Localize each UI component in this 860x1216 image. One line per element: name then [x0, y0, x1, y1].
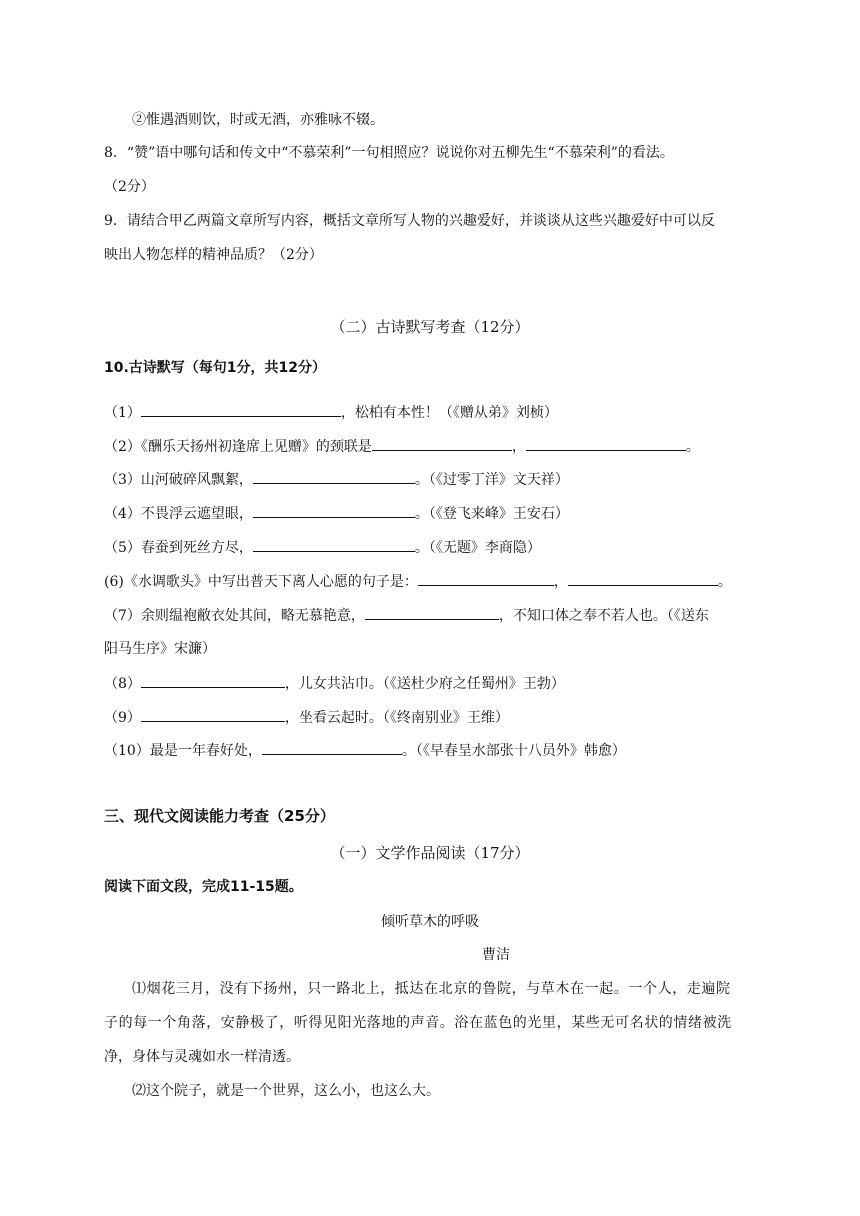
poem-5 [104, 537, 541, 558]
answer-blank[interactable] [372, 436, 512, 451]
poem-1 [104, 402, 558, 423]
poem-9 [104, 707, 509, 728]
answer-blank[interactable] [253, 469, 415, 484]
section-poetry-title: （二）古诗默写考查（12分） [330, 318, 530, 336]
poem-7-line2: 阳马生序》宋濂） [104, 641, 216, 657]
poem-3 [104, 469, 569, 490]
poem-7-after: ，不知口体之奉不若人也。（《送东 [498, 608, 709, 624]
article-paragraph-1: ⑴烟花三月，没有下扬州，只一路北上，抵达在北京的鲁院，与草木在一起。一个人，走遍院 [132, 981, 731, 997]
q8-line2: （2分） [104, 179, 155, 195]
q9-line2: 映出人物怎样的精神品质？（2分） [104, 247, 323, 263]
article-title: 倾听草木的呼吸 [381, 914, 479, 930]
poem-4 [104, 503, 569, 524]
section-literature-title: （一）文学作品阅读（17分） [330, 844, 530, 862]
q10-title: 10.古诗默写（每句1分，共12分） [104, 360, 327, 376]
poem-6-end: 。 [717, 574, 732, 590]
poem-5-after: 。（《无题》李商隐） [414, 540, 541, 556]
poem-10-after: 。（《早春呈水部张十八员外》韩愈） [401, 743, 626, 759]
answer-blank[interactable] [526, 436, 686, 451]
poem-4-after: 。（《登飞来峰》王安石） [414, 506, 569, 522]
poem-10 [104, 740, 626, 761]
reading-instruction: 阅读下面文段，完成11-15题。 [104, 879, 303, 895]
q9-line1: 9．请结合甲乙两篇文章所写内容，概括文章所写人物的兴趣爱好，并谈谈从这些兴趣爱好中可以反 [104, 213, 715, 229]
poem-7-before: （7）余则缊袍敝衣处其间，略无慕艳意， [104, 608, 365, 624]
answer-blank[interactable] [418, 571, 554, 586]
poem-5-before: （5）春蚕到死丝方尽， [104, 540, 253, 556]
poem-2-before: （2）《酬乐天扬州初逢席上见赠》的颈联是 [104, 439, 372, 455]
answer-blank[interactable] [141, 402, 341, 417]
answer-blank[interactable] [253, 537, 415, 552]
article-paragraph-1-line2: 子的每一个角落，安静极了，听得见阳光落地的声音。浴在蓝色的光里，某些无可名状的情绪被洗 [104, 1015, 732, 1031]
article-paragraph-2: ⑵这个院子，就是一个世界，这么小，也这么大。 [132, 1083, 440, 1099]
poem-8 [104, 673, 565, 694]
poem-3-after: 。（《过零丁洋》文天祥） [414, 472, 569, 488]
answer-blank[interactable] [365, 605, 499, 620]
poem-2-mid: ， [511, 439, 526, 455]
answer-blank[interactable] [568, 571, 718, 586]
poem-2 [104, 436, 700, 457]
poem-1-num: （1） [104, 405, 141, 421]
q8-line1: 8．“赞”语中哪句话和传文中“不慕荣利”一句相照应？说说你对五柳先生“不慕荣利”的看法。 [104, 145, 674, 161]
poem-2-end: 。 [685, 439, 700, 455]
poem-6-before: (6)《水调歌头》中写出普天下离人心愿的句子是： [104, 574, 418, 590]
article-paragraph-1-line3: 净，身体与灵魂如水一样清透。 [104, 1049, 300, 1065]
poem-8-after: ，儿女共沾巾。（《送杜少府之任蜀州》王勃） [284, 676, 565, 692]
part3-title: 三、现代文阅读能力考查（25分） [104, 807, 335, 825]
q7-item2: ②惟遇酒则饮，时或无酒，亦雅咏不辍。 [132, 112, 384, 128]
poem-8-num: （8） [104, 676, 141, 692]
poem-6 [104, 571, 732, 592]
answer-blank[interactable] [141, 673, 285, 688]
answer-blank[interactable] [262, 740, 402, 755]
poem-1-after: ，松柏有本性！（《赠从弟》刘桢） [340, 405, 558, 421]
poem-9-num: （9） [104, 710, 141, 726]
article-author: 曹洁 [482, 947, 510, 963]
poem-4-before: （4）不畏浮云遮望眼， [104, 506, 253, 522]
poem-10-before: （10）最是一年春好处， [104, 743, 262, 759]
poem-7 [104, 605, 709, 626]
answer-blank[interactable] [253, 503, 415, 518]
poem-3-before: （3）山河破碎风飘絮， [104, 472, 253, 488]
poem-6-mid: ， [553, 574, 568, 590]
poem-9-after: ，坐看云起时。（《终南别业》王维） [284, 710, 509, 726]
answer-blank[interactable] [141, 707, 285, 722]
